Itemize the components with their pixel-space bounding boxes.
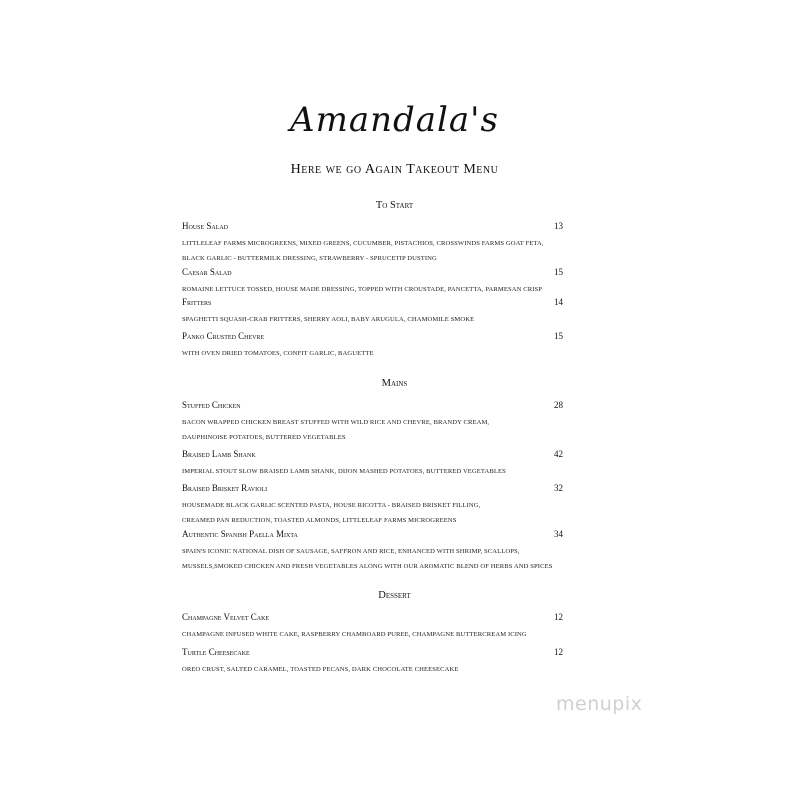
item-name: Panko Crusted Chevre [182,331,265,341]
item-name: Braised Lamb Shank [182,449,256,459]
item-description: ROMAINE LETTUCE TOSSED, HOUSE MADE DRESSING, TOPPED WITH CROUSTADE, PANCETTA, PARMESAN CRISP [182,286,543,293]
item-description: OREO CRUST, SALTED CARAMEL, TOASTED PECANS, DARK CHOCOLATE CHEESECAKE [182,666,459,673]
item-price: 13 [554,221,563,231]
section-title-to-start: To Start [375,200,414,211]
item-description: CHAMPAGNE INFUSED WHITE CAKE, RASPBERRY CHAMBOARD PUREE, CHAMPAGNE BUTTERCREAM ICING [182,631,527,638]
item-name: Caesar Salad [182,267,232,277]
item-price: 28 [554,400,563,410]
item-description: SPAGHETTI SQUASH-CRAB FRITTERS, SHERRY AOLI, BABY ARUGULA, CHAMOMILE SMOKE [182,316,475,323]
item-price: 15 [554,331,563,341]
item-description: IMPERIAL STOUT SLOW BRAISED LAMB SHANK, DIJON MASHED POTATOES, BUTTERED VEGETABLES [182,468,506,475]
item-price: 15 [554,267,563,277]
menupix-watermark: menupix [556,693,643,715]
item-name: Turtle Cheesecake [182,647,250,657]
item-name: House Salad [182,221,229,231]
item-name: Stuffed Chicken [182,400,241,410]
section-title-dessert: Dessert [378,590,411,601]
item-price: 12 [554,612,563,622]
item-price: 32 [554,483,563,493]
item-description: WITH OVEN DRIED TOMATOES, CONFIT GARLIC, BAGUETTE [182,350,374,357]
item-price: 34 [554,529,563,539]
item-description: BACON WRAPPED CHICKEN BREAST STUFFED WITH WILD RICE AND CHEVRE, BRANDY CREAM, DAUPHINOISE POTATOES, BUTTERED VEGETABLES [182,419,490,441]
menu-title: Here we go Again Takeout Menu [290,162,499,177]
restaurant-name: Amandala's [290,100,499,140]
item-name: Fritters [182,297,212,307]
item-description: LITTLELEAF FARMS MICROGREENS, MIXED GREENS, CUCUMBER, PISTACHIOS, CROSSWINDS FARMS GOAT FETA, BLACK GARLIC - BUTTERMILK DRESSING, STRAWBERRY - SPRUCETIP DUSTING [182,240,544,262]
item-description: HOUSEMADE BLACK GARLIC SCENTED PASTA, HOUSE RICOTTA - BRAISED BRISKET FILLING, CREAMED PAN REDUCTION, TOASTED ALMONDS, LITTLELEAF FARMS MICROGREENS [182,502,481,524]
item-description: SPAIN'S ICONIC NATIONAL DISH OF SAUSAGE, SAFFRON AND RICE, ENHANCED WITH SHRIMP, SCALLOPS, MUSSELS,SMOKED CHICKEN AND FRESH VEGETABLES ALONG WITH OUR AROMATIC BLEND OF HERBS AND SPICES [182,548,553,570]
item-name: Authentic Spanish Paella Mixta [182,529,298,539]
item-name: Braised Brisket Ravioli [182,483,268,493]
section-title-mains: Mains [381,378,408,389]
item-price: 12 [554,647,563,657]
item-price: 14 [554,297,563,307]
item-name: Champagne Velvet Cake [182,612,270,622]
item-price: 42 [554,449,563,459]
